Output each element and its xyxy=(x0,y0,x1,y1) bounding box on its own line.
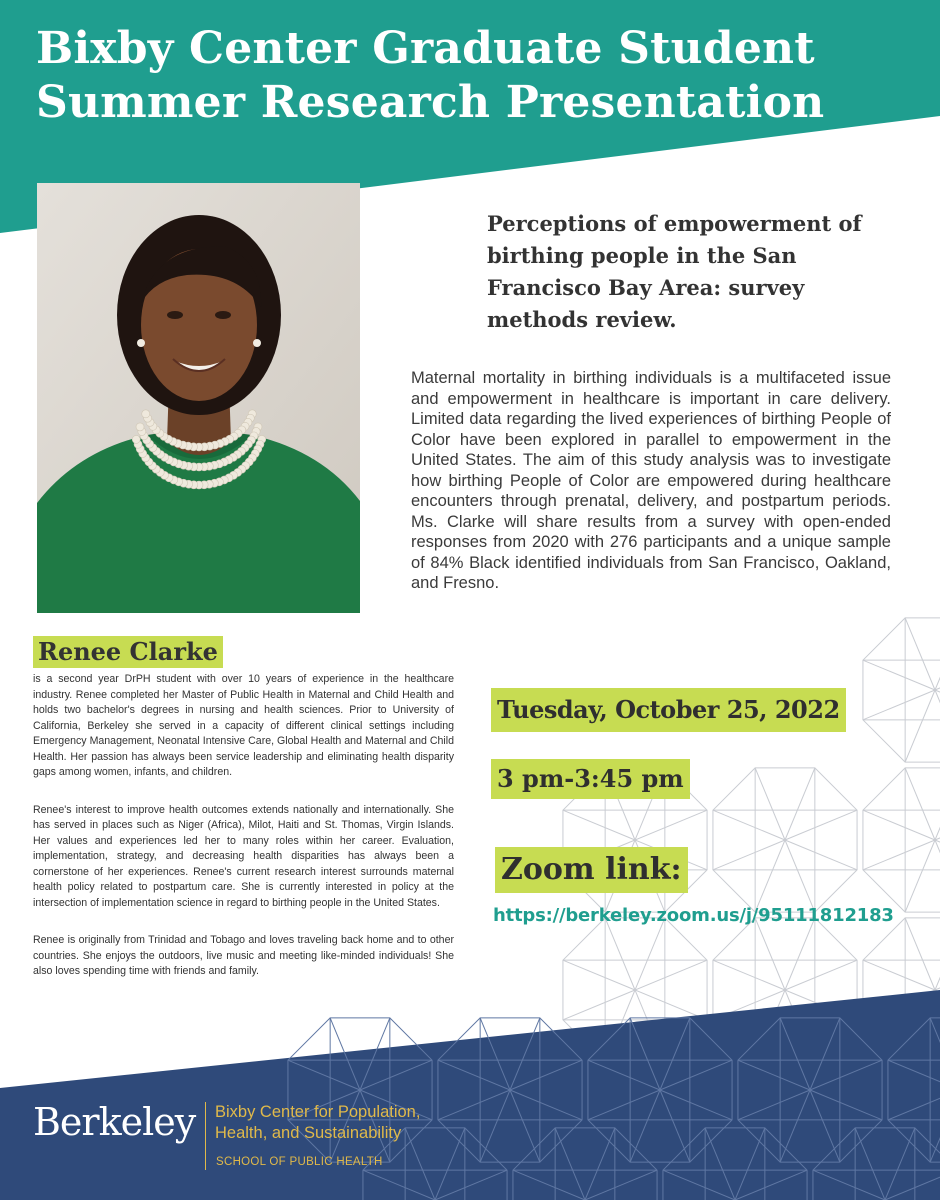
event-title-line-2: Summer Research Presentation xyxy=(36,77,825,128)
zoom-link-label: Zoom link: xyxy=(495,847,688,893)
speaker-bio-paragraph-1: is a second year DrPH student with over 10 years of experience in the healthcare industry. Renee completed her Master of Public Health in Maternal and Child Health and holds two bachelor's degrees in nursing and health sciences. Prior to University of California, Berkeley she served in a capacity of different clinical settings including Emergency Management, Neonatal Intensive Care, Global Health and Maternal and Child Health. Her passion has always been service leadership and eliminating health disparity gaps among women, infants, and children. xyxy=(33,673,454,778)
center-name-line-2: Health, and Sustainability xyxy=(215,1124,402,1142)
speaker-bio xyxy=(33,672,454,1002)
berkeley-wordmark: Berkeley xyxy=(33,1100,196,1144)
zoom-link-url[interactable]: https://berkeley.zoom.us/j/95111812183 xyxy=(493,905,894,926)
footer-banner xyxy=(0,990,940,1200)
speaker-photo xyxy=(37,183,360,613)
event-time: 3 pm-3:45 pm xyxy=(491,759,690,799)
event-title xyxy=(36,22,916,130)
speaker-bio-paragraph-2: Renee's interest to improve health outcomes extends nationally and internationally. She has served in places such as Niger (Africa), Milot, Haiti and St. Thomas, Virgin Islands. Her values and experiences led her to many roles within her career. Evaluation, implementation, strategy, and decreasing health disparities has always been a cornerstone of her experiences. Renee's current research interest surrounds maternal health policy related to postpartum care. She is currently interested in policy at the intersection of implementation science in regard to birthing people in the United States. xyxy=(33,803,454,909)
talk-title: Perceptions of empowerment of birthing people in the San Francisco Bay Area: survey methods review. xyxy=(487,211,862,332)
event-title-line-1: Bixby Center Graduate Student xyxy=(36,23,815,74)
event-date: Tuesday, October 25, 2022 xyxy=(491,688,846,732)
center-name-line-1: Bixby Center for Population, xyxy=(215,1103,421,1121)
center-name xyxy=(215,1102,515,1144)
talk-abstract: Maternal mortality in birthing individuals is a multifaceted issue and empowerment in healthcare is important in care delivery. Limited data regarding the lived experiences of birthing People of Color have been explored in parallel to empowerment in the United States. The aim of this study analysis was to investigate how birthing People of Color are empowered during healthcare encounters through prenatal, delivery, and postpartum periods. Ms. Clarke will share results from a survey with open-ended responses from 2020 with 276 participants and a unique sample of 84% Black identified individuals from San Francisco, Oakland, and Fresno. xyxy=(411,369,891,592)
speaker-name: Renee Clarke xyxy=(33,636,223,668)
school-name: SCHOOL OF PUBLIC HEALTH xyxy=(216,1156,383,1168)
footer-divider xyxy=(205,1102,206,1170)
speaker-bio-paragraph-3: Renee is originally from Trinidad and Tobago and loves traveling back home and to other countries. She enjoys the outdoors, live music and meeting like-minded individuals! She also loves spending time with friends and family. xyxy=(33,934,454,977)
